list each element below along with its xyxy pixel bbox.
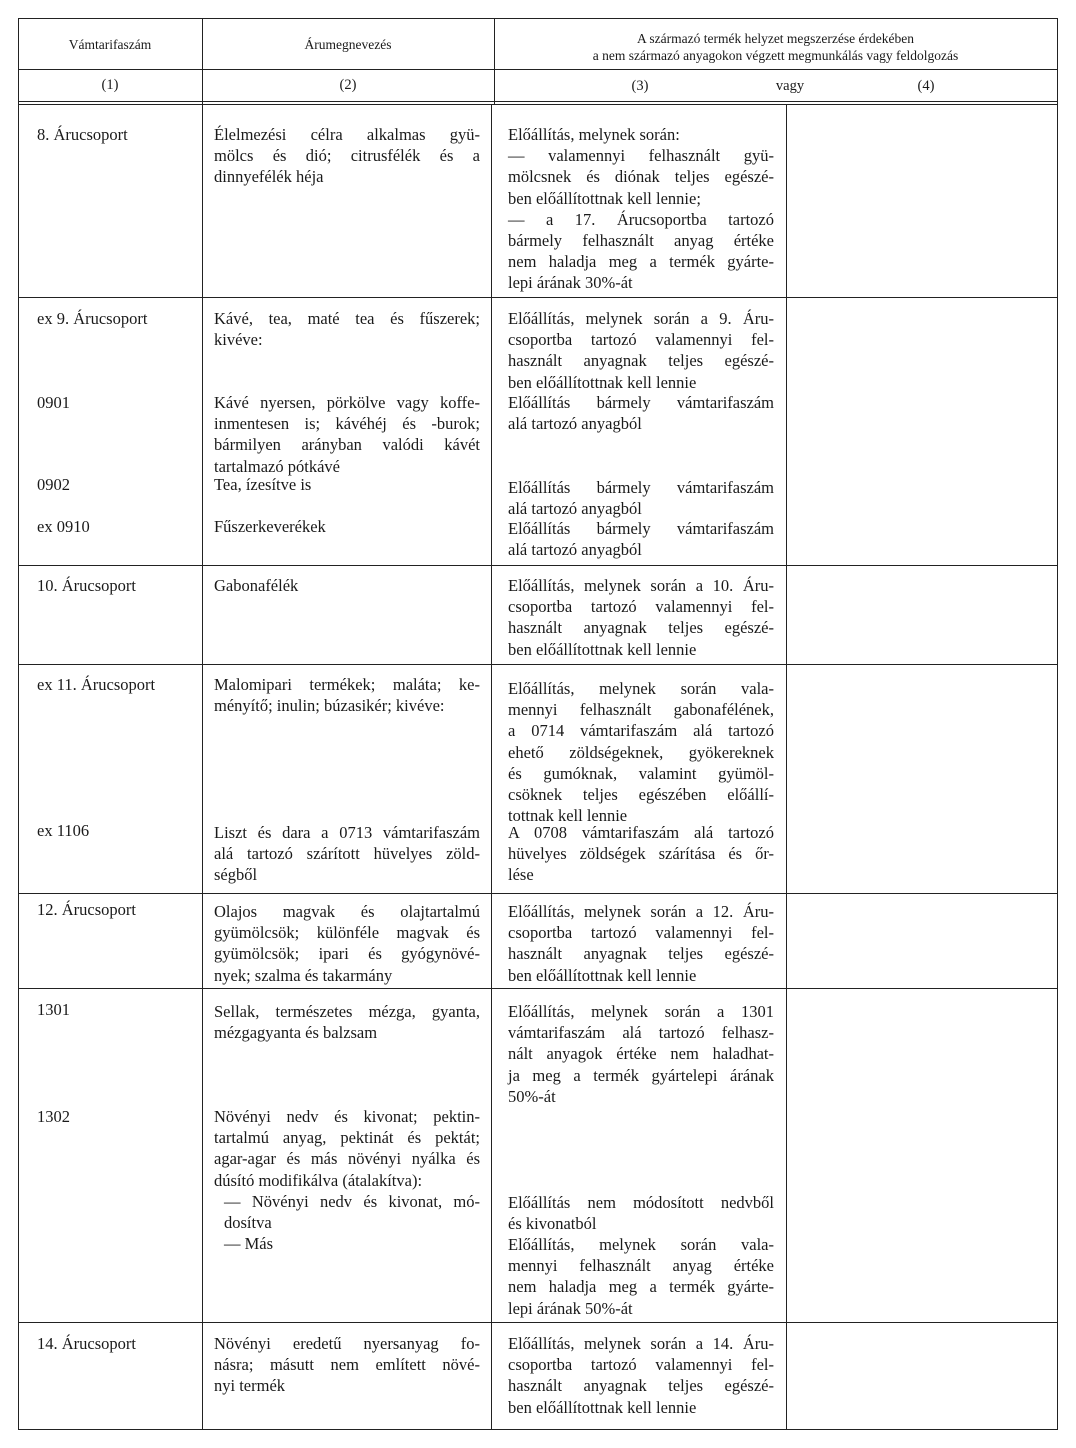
- rule-line: Előállítás, melynek során vala-: [508, 1235, 774, 1254]
- rule-line: mennyi felhasznált anyag értéke: [508, 1256, 774, 1276]
- row-desc-8: [214, 124, 480, 188]
- rule-line: Előállítás, melynek során vala-: [508, 679, 774, 698]
- row-divider-5: [18, 988, 1058, 989]
- row-code-1302: 1302: [37, 1107, 70, 1126]
- column-divider-3: [786, 104, 787, 1430]
- header-divider: [18, 69, 1058, 70]
- desc-line: Sellak, természetes mézga, gyanta,: [214, 1002, 480, 1021]
- desc-line: Gabonafélék: [214, 576, 299, 595]
- rule-line: csoportba tartozó valamennyi fel-: [508, 923, 774, 943]
- rule-line: használt anyagnak teljes egészé-: [508, 351, 774, 371]
- rule-line: — a 17. Árucsoportba tartozó: [508, 209, 774, 229]
- desc-line: gyümölcsök; különféle magvak és: [214, 923, 480, 943]
- desc-line: Olajos magvak és olajtartalmú: [214, 902, 480, 921]
- rule-line: — valamennyi felhasznált gyü-: [508, 146, 774, 166]
- row-code-0901: 0901: [37, 393, 70, 412]
- row-desc-ex-0910: [214, 516, 480, 537]
- rule-line: használt anyagnak teljes egészé-: [508, 944, 774, 964]
- row-rule-1302-b: [508, 1234, 774, 1319]
- row-divider-1: [18, 297, 1058, 298]
- row-divider-2: [18, 565, 1058, 566]
- desc-line: bármilyen arányban valódi kávét: [214, 435, 480, 455]
- rule-line: Előállítás, melynek során:: [508, 125, 680, 144]
- row-rule-1301: [508, 1001, 774, 1107]
- rule-line: nált anyagok értéke nem haladhat-: [508, 1044, 774, 1064]
- desc-line: kivéve:: [214, 330, 263, 350]
- row-desc-ex-1106: [214, 822, 480, 886]
- rule-line: használt anyagnak teljes egészé-: [508, 618, 774, 638]
- desc-line: dinnyefélék héja: [214, 167, 324, 187]
- desc-line: Tea, ízesítve is: [214, 475, 312, 494]
- rule-line: vámtarifaszám alá tartozó felhasz-: [508, 1023, 774, 1043]
- row-desc-0901: [214, 392, 480, 477]
- table-border-right: [1057, 18, 1058, 1430]
- row-desc-14: [214, 1333, 480, 1397]
- row-code-ex-9: ex 9. Árucsoport: [37, 309, 148, 328]
- rule-line: Előállítás bármely vámtarifaszám: [508, 478, 774, 497]
- rule-line: lepi árának 30%-át: [508, 273, 633, 293]
- rule-line: mölcsnek és diónak teljes egészé-: [508, 167, 774, 187]
- rule-line: A 0708 vámtarifaszám alá tartozó: [508, 823, 774, 842]
- row-code-14: 14. Árucsoport: [37, 1334, 136, 1353]
- header-col3: [494, 30, 1057, 64]
- row-desc-1302: [214, 1106, 480, 1254]
- rule-line: Előállítás, melynek során a 14. Áru-: [508, 1334, 774, 1353]
- rule-line: Előállítás, melynek során a 12. Áru-: [508, 902, 774, 921]
- row-code-1301: 1301: [37, 1000, 70, 1019]
- header-num-4: (4): [917, 78, 935, 94]
- row-rule-10: [508, 575, 774, 660]
- rule-line: alá tartozó anyagból: [508, 499, 642, 519]
- rule-line: Előállítás, melynek során a 10. Áru-: [508, 576, 774, 595]
- desc-line: Fűszerkeverékek: [214, 517, 326, 536]
- rule-line: hüvelyes zöldségek szárítása és őr-: [508, 844, 774, 864]
- row-rule-ex-9: [508, 308, 774, 393]
- rule-line: csoportba tartozó valamennyi fel-: [508, 330, 774, 350]
- row-code-0902: 0902: [37, 475, 70, 494]
- desc-line: — Más: [224, 1234, 274, 1254]
- header-num-2: (2): [339, 77, 357, 93]
- row-code-10: 10. Árucsoport: [37, 576, 136, 595]
- rule-line: ben előállítottnak kell lennie: [508, 965, 697, 985]
- desc-line: ségből: [214, 865, 258, 885]
- rule-line: alá tartozó anyagból: [508, 540, 642, 560]
- rule-line: Előállítás, melynek során a 1301: [508, 1002, 774, 1021]
- rule-line: Előállítás bármely vámtarifaszám: [508, 519, 774, 538]
- row-rule-ex-11: [508, 678, 774, 826]
- row-desc-0902: [214, 474, 480, 495]
- row-code-12: 12. Árucsoport: [37, 900, 136, 919]
- desc-line: Malomipari termékek; maláta; ke-: [214, 675, 480, 694]
- header-bottom-2: [18, 104, 1058, 105]
- rule-line: ben előállítottnak kell lennie: [508, 639, 697, 659]
- desc-line: Kávé, tea, maté tea és fűszerek;: [214, 309, 480, 328]
- desc-line: agar-agar és más növényi nyálka és: [214, 1149, 480, 1169]
- rule-line: Előállítás nem módosított nedvből: [508, 1193, 774, 1212]
- row-desc-12: [214, 901, 480, 986]
- rule-line: ben előállítottnak kell lennie: [508, 372, 697, 392]
- rule-line: nem haladja meg a termék gyárte-: [508, 252, 774, 272]
- rule-line: ja meg a termék gyártelepi árának: [508, 1065, 774, 1085]
- rule-line: mennyi felhasznált gabonafélének,: [508, 700, 774, 720]
- rule-line: és kivonatból: [508, 1214, 597, 1234]
- desc-line: nyek; szalma és takarmány: [214, 965, 393, 985]
- header-col3-line1: A származó termék helyzet megszerzése érdekében: [637, 31, 914, 46]
- row-code-ex-1106: ex 1106: [37, 821, 90, 840]
- desc-line: alá tartozó szárított hüvelyes zöld-: [214, 844, 480, 864]
- rule-line: 50%-át: [508, 1086, 556, 1106]
- desc-line: dúsító modifikálva (átalakítva):: [214, 1170, 423, 1190]
- row-rule-ex-1106: [508, 822, 774, 886]
- rule-line: bármely felhasznált anyag értéke: [508, 231, 774, 251]
- desc-line: Növényi nedv és kivonat; pektin-: [214, 1107, 480, 1126]
- rule-line: alá tartozó anyagból: [508, 414, 642, 434]
- desc-line: Élelmezési célra alkalmas gyü-: [214, 125, 480, 144]
- desc-line: mölcs és dió; citrusfélék és a: [214, 146, 480, 166]
- row-desc-ex-11: [214, 674, 480, 716]
- header-num-3: (3): [631, 78, 649, 94]
- header-col2: Árumegnevezés: [304, 37, 392, 52]
- row-desc-10: [214, 575, 480, 596]
- column-divider-2-body: [491, 104, 492, 1430]
- row-rule-0901: [508, 392, 774, 434]
- header-vagy: vagy: [775, 78, 805, 94]
- rule-line: Előállítás, melynek során a 9. Áru-: [508, 309, 774, 328]
- row-rule-1302-a: [508, 1192, 774, 1234]
- desc-line: dosítva: [224, 1213, 272, 1233]
- desc-line: Liszt és dara a 0713 vámtarifaszám: [214, 823, 480, 842]
- row-divider-6: [18, 1322, 1058, 1323]
- row-rule-ex-0910: [508, 518, 774, 560]
- row-rule-8: [508, 124, 774, 294]
- desc-line: násra; másutt nem említett növé-: [214, 1355, 480, 1375]
- table-border-bottom: [18, 1429, 1058, 1430]
- rule-line: Előállítás bármely vámtarifaszám: [508, 393, 774, 412]
- header-num-1: (1): [101, 77, 119, 93]
- row-desc-ex-9: [214, 308, 480, 350]
- table-border-top: [18, 18, 1058, 19]
- row-rule-14: [508, 1333, 774, 1418]
- desc-line: gyümölcsök; ipari és gyógynövé-: [214, 944, 480, 964]
- header-col3-line2: a nem származó anyagokon végzett megmunkálás vagy feldolgozás: [592, 48, 959, 63]
- rule-line: lése: [508, 865, 534, 885]
- desc-line: tartalmazó pótkávé: [214, 456, 340, 476]
- desc-line: Kávé nyersen, pörkölve vagy koffe-: [214, 393, 480, 412]
- rule-line: ehető zöldségeknek, gyökereknek: [508, 742, 774, 762]
- row-rule-0902: [508, 477, 774, 519]
- rule-line: csoportba tartozó valamennyi fel-: [508, 1355, 774, 1375]
- rule-line: a 0714 vámtarifaszám alá tartozó: [508, 721, 774, 741]
- row-code-8: 8. Árucsoport: [37, 125, 128, 144]
- header-col1: Vámtarifaszám: [68, 37, 152, 52]
- rule-line: lepi árának 50%-át: [508, 1298, 633, 1318]
- row-divider-3: [18, 664, 1058, 665]
- row-desc-1301: [214, 1001, 480, 1043]
- row-divider-4: [18, 893, 1058, 894]
- rule-line: ben előállítottnak kell lennie;: [508, 188, 701, 208]
- row-code-ex-0910: ex 0910: [37, 517, 90, 536]
- table-border-left: [18, 18, 19, 1430]
- desc-line: ményítő; inulin; búzasikér; kivéve:: [214, 696, 445, 716]
- row-rule-12: [508, 901, 774, 986]
- desc-line: nyi termék: [214, 1376, 286, 1396]
- rule-line: tottnak kell lennie: [508, 806, 628, 826]
- desc-line: Növényi eredetű nyersanyag fo-: [214, 1334, 480, 1353]
- desc-line: inmentesen is; kávéhéj és -burok;: [214, 414, 480, 434]
- desc-line: tartalmú anyag, pektinát és pektát;: [214, 1128, 480, 1148]
- column-divider-1: [202, 18, 203, 1430]
- rule-line: és gumóknak, valamint gyümöl-: [508, 763, 774, 783]
- rule-line: használt anyagnak teljes egészé-: [508, 1376, 774, 1396]
- rule-line: ben előállítottnak kell lennie: [508, 1397, 697, 1417]
- desc-line: mézgagyanta és balzsam: [214, 1023, 378, 1043]
- header-bottom-1: [18, 101, 1058, 102]
- row-code-ex-11: ex 11. Árucsoport: [37, 675, 156, 694]
- rule-line: nem haladja meg a termék gyárte-: [508, 1277, 774, 1297]
- rule-line: csöknek teljes egészében előállí-: [508, 785, 774, 805]
- desc-line: — Növényi nedv és kivonat, mó-: [224, 1191, 480, 1211]
- rule-line: csoportba tartozó valamennyi fel-: [508, 597, 774, 617]
